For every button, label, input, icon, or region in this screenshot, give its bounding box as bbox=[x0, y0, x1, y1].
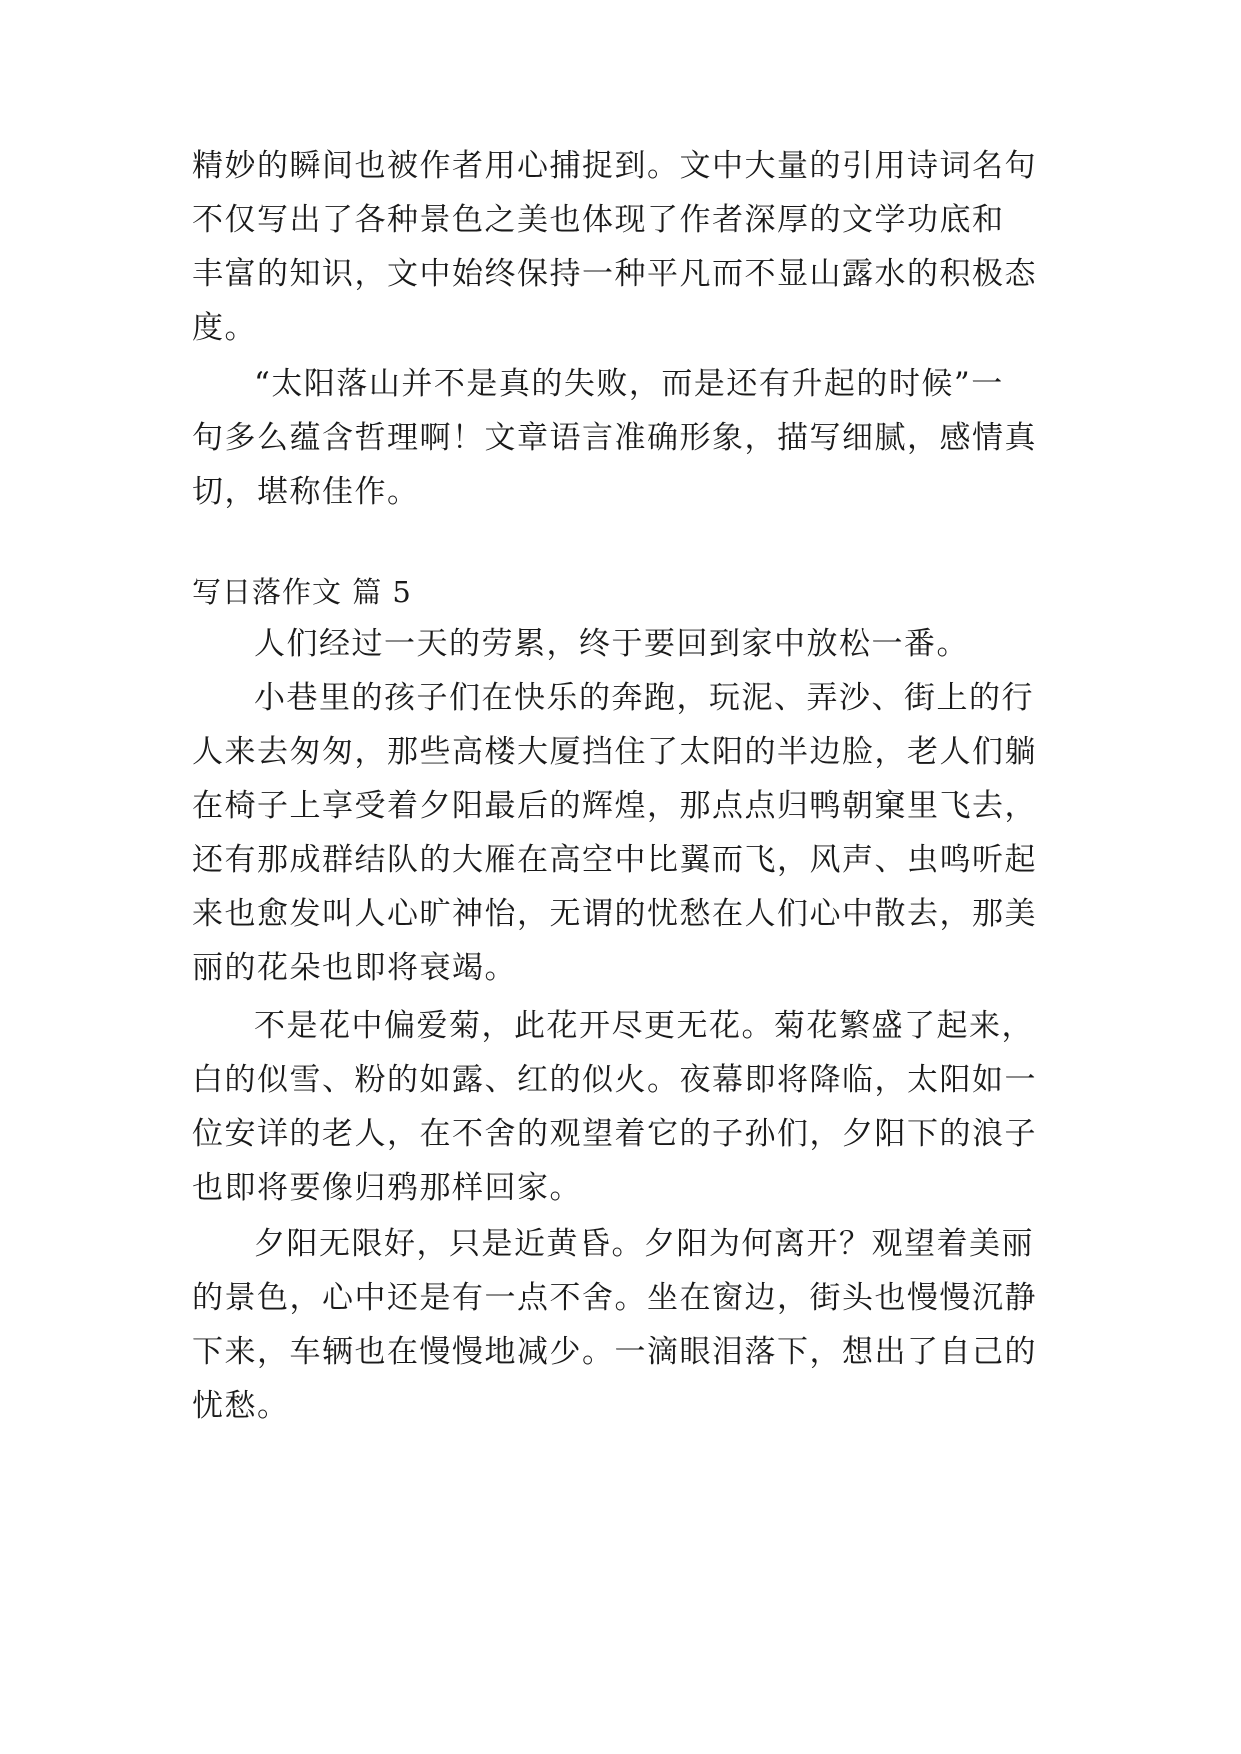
paragraph-line: 也即将要像归鸦那样回家。 bbox=[192, 1170, 582, 1206]
paragraph-line: 下来，车辆也在慢慢地减少。一滴眼泪落下，想出了自己的 bbox=[192, 1334, 1037, 1370]
paragraph-line: 人来去匆匆，那些高楼大厦挡住了太阳的半边脸，老人们躺 bbox=[192, 734, 1037, 770]
section-heading: 写日落作文 篇 5 bbox=[192, 575, 412, 609]
paragraph-line: 位安详的老人，在不舍的观望着它的子孙们，夕阳下的浪子 bbox=[192, 1116, 1037, 1152]
paragraph-line: 丰富的知识，文中始终保持一种平凡而不显山露水的积极态 bbox=[192, 256, 1037, 292]
paragraph-line: 的景色，心中还是有一点不舍。坐在窗边，街头也慢慢沉静 bbox=[192, 1280, 1037, 1316]
paragraph-line: 在椅子上享受着夕阳最后的辉煌，那点点归鸭朝窠里飞去， bbox=[192, 788, 1037, 824]
paragraph-line: 忧愁。 bbox=[192, 1388, 290, 1424]
paragraph-line: 精妙的瞬间也被作者用心捕捉到。文中大量的引用诗词名句 bbox=[192, 148, 1037, 184]
paragraph-line: 白的似雪、粉的如露、红的似火。夜幕即将降临，太阳如一 bbox=[192, 1062, 1037, 1098]
paragraph-line: 来也愈发叫人心旷神怡，无谓的忧愁在人们心中散去，那美 bbox=[192, 896, 1037, 932]
paragraph-line: 切，堪称佳作。 bbox=[192, 474, 420, 510]
paragraph-line: 丽的花朵也即将衰竭。 bbox=[192, 950, 517, 986]
paragraph-line: 夕阳无限好，只是近黄昏。夕阳为何离开？观望着美丽 bbox=[254, 1226, 1034, 1262]
paragraph-line: 不仅写出了各种景色之美也体现了作者深厚的文学功底和 bbox=[192, 202, 1005, 238]
paragraph-line: 句多么蕴含哲理啊！文章语言准确形象，描写细腻，感情真 bbox=[192, 420, 1037, 456]
paragraph-line: 还有那成群结队的大雁在高空中比翼而飞，风声、虫鸣听起 bbox=[192, 842, 1037, 878]
paragraph-line: 不是花中偏爱菊，此花开尽更无花。菊花繁盛了起来， bbox=[254, 1008, 1034, 1044]
paragraph-line: 度。 bbox=[192, 310, 257, 346]
paragraph-line: “太阳落山并不是真的失败，而是还有升起的时候”一 bbox=[254, 366, 1004, 402]
paragraph-line: 小巷里的孩子们在快乐的奔跑，玩泥、弄沙、街上的行 bbox=[254, 680, 1034, 716]
paragraph-line: 人们经过一天的劳累，终于要回到家中放松一番。 bbox=[254, 626, 969, 662]
